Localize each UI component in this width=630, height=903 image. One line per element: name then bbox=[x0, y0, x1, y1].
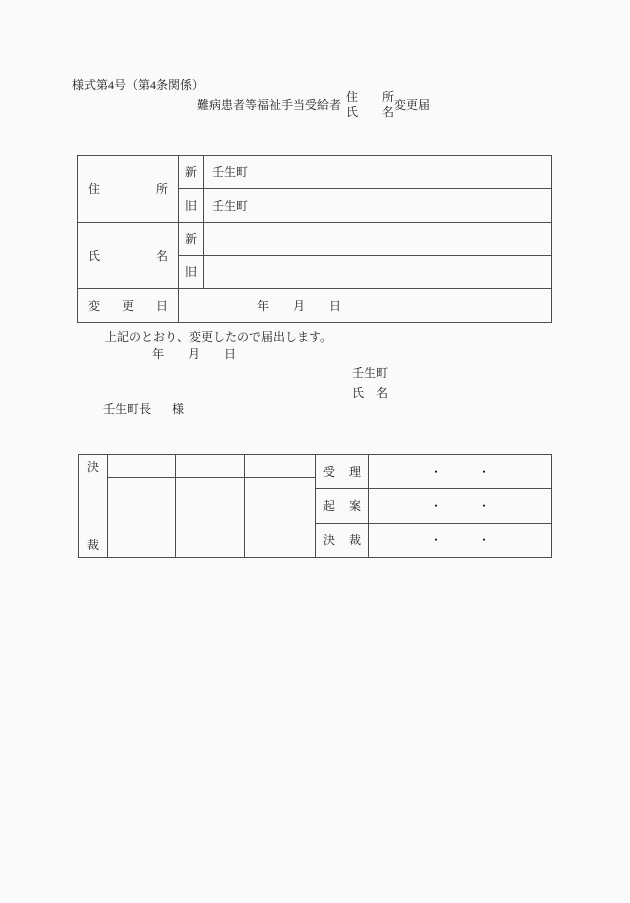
label-char: 更 bbox=[121, 298, 134, 313]
approved-date-cell: ・ ・ bbox=[429, 533, 490, 548]
drafted-label bbox=[316, 489, 369, 522]
kessai-char-bottom: 裁 bbox=[86, 538, 99, 552]
received-label bbox=[316, 455, 369, 488]
approval-stamp-section bbox=[108, 455, 316, 557]
label-char: 受 bbox=[323, 464, 336, 479]
kessai-char-top: 決 bbox=[86, 460, 99, 474]
title-stack-name: 氏 名 bbox=[346, 105, 395, 119]
label-char: 日 bbox=[155, 298, 168, 313]
label-char: 住 bbox=[88, 182, 101, 196]
change-date-label-cell bbox=[78, 289, 179, 323]
table-row bbox=[78, 289, 552, 323]
address-label-cell bbox=[78, 156, 179, 223]
label-char: 裁 bbox=[348, 533, 361, 548]
title-stack-address: 住 所 bbox=[346, 90, 395, 104]
stamp-header-row bbox=[108, 455, 315, 478]
change-table bbox=[77, 155, 552, 323]
approval-seal-column bbox=[79, 455, 108, 557]
honorific: 様 bbox=[172, 402, 185, 416]
table-row bbox=[78, 223, 552, 256]
label-char: 氏 bbox=[88, 248, 101, 263]
change-date-value: 年 月 日 bbox=[179, 289, 552, 323]
form-number: 様式第4号（第4条関係） bbox=[72, 78, 205, 92]
signer-town: 壬生町 bbox=[352, 366, 389, 380]
declaration-date-line: 年 月 日 bbox=[152, 347, 237, 361]
label-char: 起 bbox=[323, 498, 336, 513]
stamp-box bbox=[108, 478, 176, 557]
approved-row bbox=[316, 524, 551, 557]
stamp-header-cell bbox=[245, 455, 315, 477]
stamp-header-cell bbox=[108, 455, 176, 477]
approval-table bbox=[78, 454, 552, 558]
name-old-value bbox=[204, 256, 552, 289]
stamp-body-row bbox=[108, 478, 315, 557]
address-old-tag: 旧 bbox=[179, 189, 204, 223]
stamp-header-cell bbox=[176, 455, 246, 477]
form-title bbox=[197, 90, 430, 120]
name-new-tag: 新 bbox=[179, 223, 204, 256]
table-row bbox=[78, 156, 552, 189]
name-old-tag: 旧 bbox=[179, 256, 204, 289]
approval-date-section bbox=[316, 455, 551, 557]
stamp-box bbox=[176, 478, 246, 557]
label-char: 理 bbox=[348, 464, 361, 479]
address-new-value: 壬生町 bbox=[204, 156, 552, 189]
address-new-tag: 新 bbox=[179, 156, 204, 189]
label-char: 所 bbox=[155, 182, 168, 196]
stamp-box bbox=[245, 478, 315, 557]
drafted-date-cell: ・ ・ bbox=[429, 498, 490, 513]
signer-name-label: 氏 名 bbox=[352, 386, 389, 400]
name-label-cell bbox=[78, 223, 179, 289]
received-date-cell: ・ ・ bbox=[429, 464, 490, 479]
addressee: 壬生町長 bbox=[103, 402, 152, 416]
addressee-line bbox=[103, 402, 184, 416]
label-char: 変 bbox=[88, 298, 101, 313]
received-row bbox=[316, 455, 551, 489]
label-char: 決 bbox=[323, 533, 336, 548]
drafted-row bbox=[316, 489, 551, 523]
label-char: 名 bbox=[155, 248, 168, 263]
title-stack bbox=[346, 90, 394, 120]
name-new-value bbox=[204, 223, 552, 256]
address-old-value: 壬生町 bbox=[204, 189, 552, 223]
title-suffix: 変更届 bbox=[394, 98, 431, 112]
title-recipient: 難病患者等福祉手当受給者 bbox=[197, 98, 342, 112]
approved-label bbox=[316, 524, 369, 557]
declaration-statement: 上記のとおり、変更したので届出します。 bbox=[105, 330, 333, 344]
label-char: 案 bbox=[348, 498, 361, 513]
